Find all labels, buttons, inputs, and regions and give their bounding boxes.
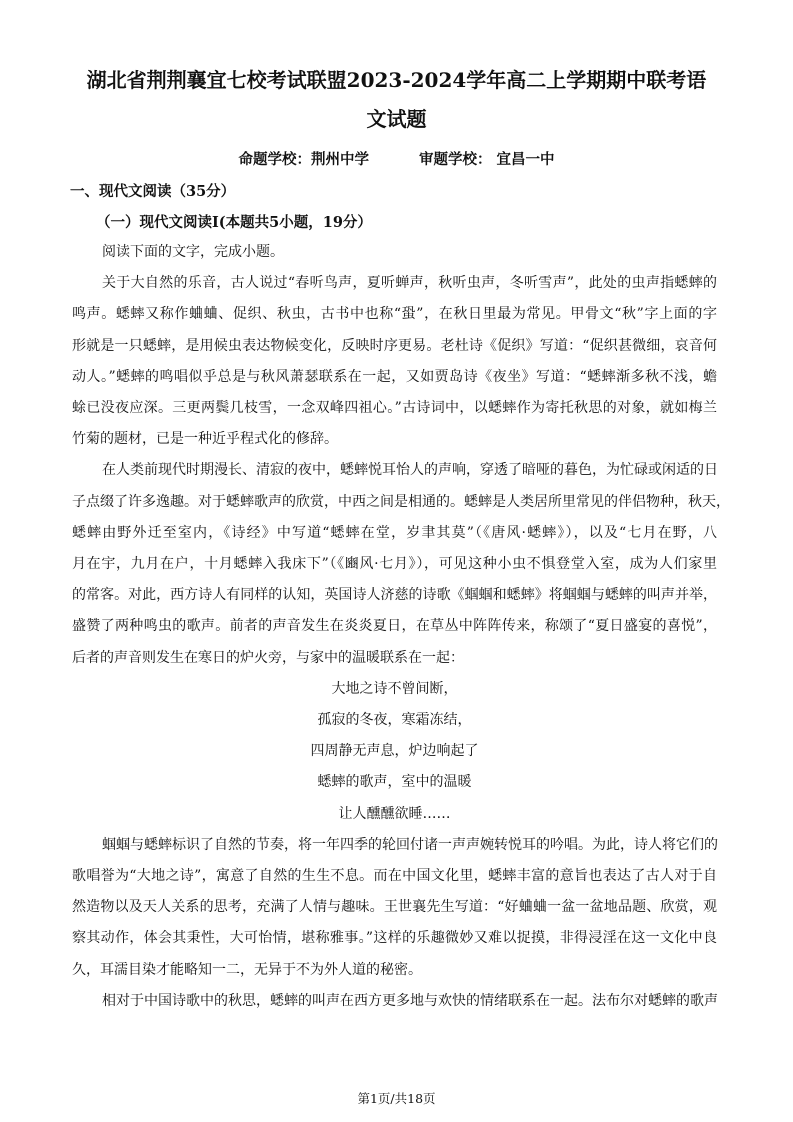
document-title-line-1: 湖北省荆荆襄宜七校考试联盟2023-2024学年高二上学期期中联考语 [86,68,707,92]
text-line: 察其动作，体会其秉性，大可怡情，堪称雅事。”这样的乐趣微妙又难以捉摸，非得浸淫在这一文化中良 [72,930,717,947]
text-line: 子点缀了许多逸趣。对于蟋蟀歌声的欣赏，中西之间是相通的。蟋蟀是人类居所里常见的伴侣物种，秋天， [72,493,730,510]
reviewer-school: 审题学校： 宜昌一中 [418,151,555,168]
paragraph-1 [72,268,717,455]
text-line: 形就是一只蟋蟀，是用候虫表达物候变化，反映时序更易。老杜诗《促织》写道：“促织甚微细，哀音何 [72,337,717,354]
page-number: 第1页/共18页 [357,1091,436,1106]
text-line: 竹菊的题材，已是一种近乎程式化的修辞。 [72,431,338,448]
poem-line: 让人醺醺欲睡…… [338,805,451,822]
school-credits [0,148,793,169]
section-heading: 一、现代文阅读（35分） [70,183,236,200]
text-line: 蜍已没夜应深。三更两鬓几枝雪，一念双峰四祖心。”古诗词中，以蟋蟀作为寄托秋思的对象，就如梅兰 [72,400,717,417]
text-line: 久，耳濡目染才能略知一二，无异于不为外人道的秘密。 [72,961,422,978]
text-line: 然造物以及天人关系的思考，充满了人情与趣味。王世襄先生写道：“好蛐蛐一盆一盆地品题、欣赏，观 [72,899,717,916]
poem-line: 蟋蟀的歌声，室中的温暖 [317,774,472,791]
paragraph-3 [72,830,717,986]
text-line: 月在宇，九月在户，十月蟋蟀入我床下”（《豳风·七月》），可见这种小虫不惧登堂入室，成为人们家里 [72,556,717,573]
subsection-heading: （一）现代文阅读Ⅰ(本题共5小题，19分） [96,214,372,231]
poem-line: 孤寂的冬夜，寒霜冻结， [317,712,472,729]
text-line: 盛赞了两种鸣虫的歌声。前者的声音发生在炎炎夏日，在草丛中阵阵传来，称颂了“夏日盛宴的喜悦”， [72,618,717,635]
paragraph-4 [72,986,717,1017]
text-line: 在人类前现代时期漫长、清寂的夜中，蟋蟀悦耳怡人的声响，穿透了暗哑的暮色，为忙碌或闲适的日 [102,462,718,479]
text-line: 关于大自然的乐音，古人说过“春听鸟声，夏听蝉声，秋听虫声，冬听雪声”，此处的虫声指蟋蟀的 [102,275,717,292]
text-line: 的常客。对此，西方诗人有同样的认知，英国诗人济慈的诗歌《蝈蝈和蟋蟀》将蝈蝈与蟋蟀的叫声并举， [72,587,717,604]
text-line: 后者的声音则发生在寒日的炉火旁，与家中的温暖联系在一起： [72,649,464,666]
text-line: 相对于中国诗歌中的秋思，蟋蟀的叫声在西方更多地与欢快的情绪联系在一起。法布尔对蟋蟀的歌声 [102,992,718,1009]
poem-line: 大地之诗不曾间断， [331,680,458,697]
poem-line: 四周静无声息，炉边响起了 [310,743,479,760]
setter-school: 命题学校：荆州中学 [238,151,369,168]
text-line: 鸣声。蟋蟀又称作蛐蛐、促织、秋虫，古书中也称“蛩”，在秋日里最为常见。甲骨文“秋”字上面的字 [72,306,717,323]
text-line: 蝈蝈与蟋蟀标识了自然的节奏，将一年四季的轮回付诸一声声婉转悦耳的吟唱。为此，诗人将它们的 [102,836,718,853]
paragraph-2 [72,455,730,673]
document-title-line-2: 文试题 [366,107,427,131]
poem-quote [72,674,717,830]
text-line: 动人。”蟋蟀的鸣唱似乎总是与秋风萧瑟联系在一起，又如贾岛诗《夜坐》写道：“蟋蟀渐多秋不浅，蟾 [72,368,717,385]
text-line: 蟋蟀由野外迁至室内，《诗经》中写道“蟋蟀在堂，岁聿其莫”（《唐风·蟋蟀》），以及“七月在野，八 [72,524,717,541]
text-line: 歌唱誉为“大地之诗”，寓意了自然的生生不息。而在中国文化里，蟋蟀丰富的意旨也表达了古人对于自 [72,868,717,885]
reading-passage [72,237,730,1017]
instruction: 阅读下面的文字，完成小题。 [102,244,284,260]
